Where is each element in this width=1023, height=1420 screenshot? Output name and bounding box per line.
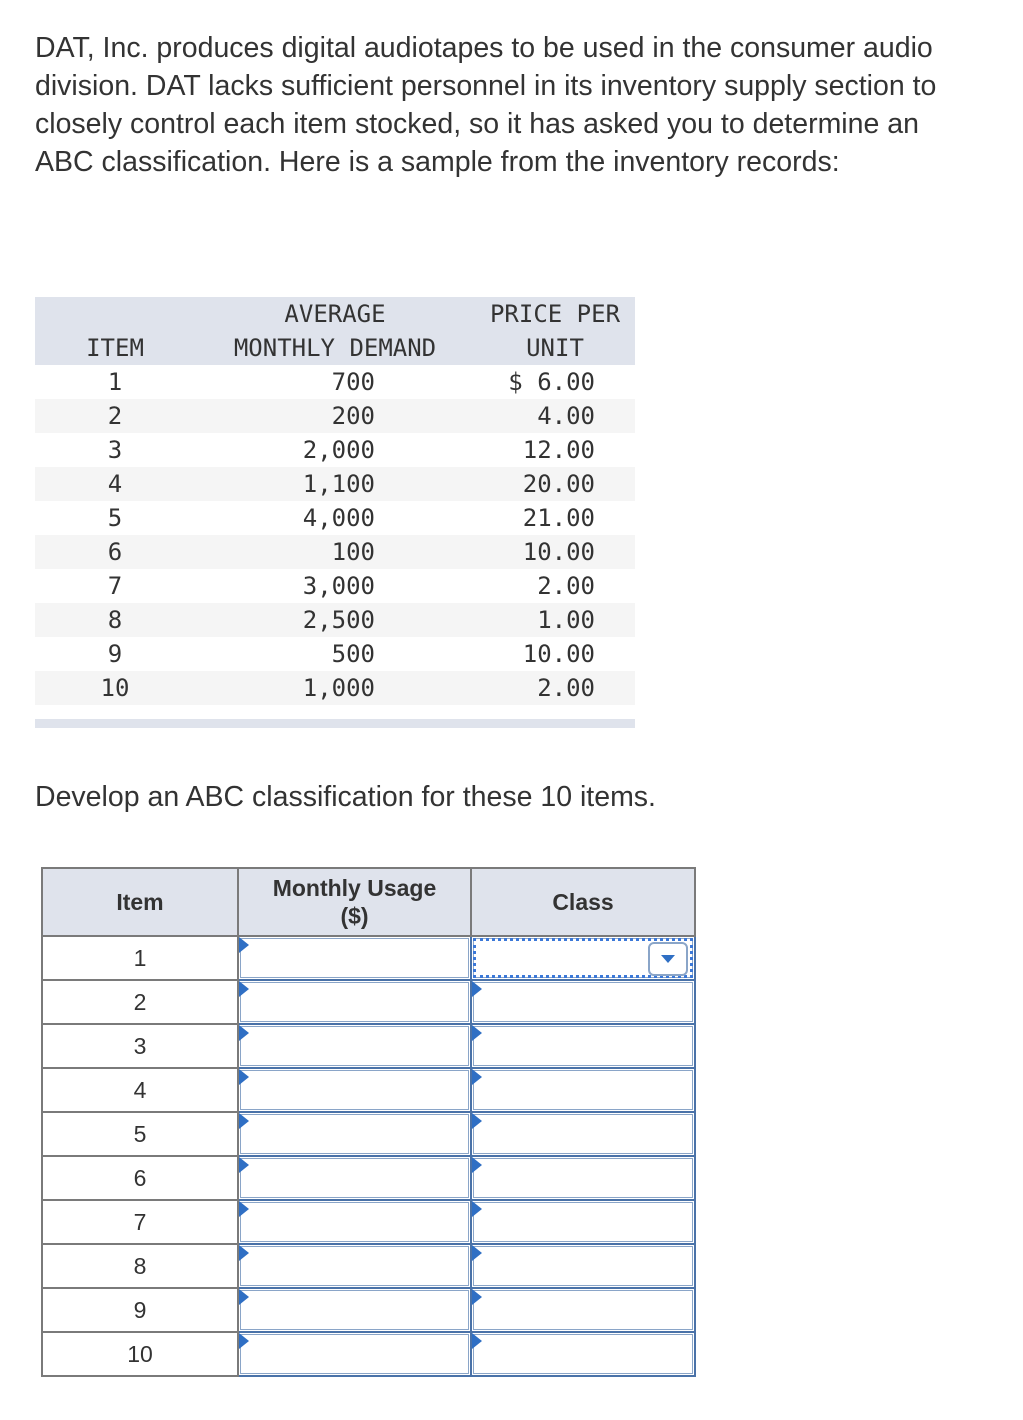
inventory-price-cell: 10.00 xyxy=(522,538,595,566)
answer-header-class: Class xyxy=(471,868,695,936)
input-marker-icon xyxy=(239,1069,249,1085)
inventory-row xyxy=(35,569,635,603)
inventory-item-cell: 9 xyxy=(107,640,123,668)
class-cell xyxy=(471,980,695,1024)
header-demand-line1: AVERAGE xyxy=(284,300,386,328)
task-prompt: Develop an ABC classification for these 10 items. xyxy=(35,781,656,813)
monthly-usage-input[interactable] xyxy=(240,1202,469,1242)
input-marker-icon xyxy=(472,1069,482,1085)
inventory-item-cell: 5 xyxy=(107,504,123,532)
class-cell xyxy=(471,936,695,980)
inventory-demand-cell: 700 xyxy=(331,368,375,396)
class-select[interactable] xyxy=(473,982,693,1022)
inventory-row xyxy=(35,433,635,467)
monthly-usage-input[interactable] xyxy=(240,1114,469,1154)
input-marker-icon xyxy=(472,1201,482,1217)
monthly-usage-cell xyxy=(238,1244,471,1288)
input-marker-icon xyxy=(239,1201,249,1217)
monthly-usage-input[interactable] xyxy=(240,1334,469,1374)
monthly-usage-cell xyxy=(238,980,471,1024)
header-price-line2: UNIT xyxy=(526,334,584,362)
answer-item-cell: 1 xyxy=(42,936,238,980)
answer-row xyxy=(42,1112,695,1156)
inventory-row xyxy=(35,365,635,399)
inventory-price-cell: 21.00 xyxy=(522,504,595,532)
inventory-row xyxy=(35,501,635,535)
inventory-price-cell: 10.00 xyxy=(522,640,595,668)
class-cell xyxy=(471,1112,695,1156)
answer-item-cell: 8 xyxy=(42,1244,238,1288)
answer-header-item: Item xyxy=(42,868,238,936)
input-marker-icon xyxy=(239,1157,249,1173)
class-cell xyxy=(471,1156,695,1200)
header-item: ITEM xyxy=(86,334,144,362)
answer-item-cell: 5 xyxy=(42,1112,238,1156)
class-cell xyxy=(471,1024,695,1068)
monthly-usage-input[interactable] xyxy=(240,1290,469,1330)
input-marker-icon xyxy=(472,981,482,997)
input-marker-icon xyxy=(239,1113,249,1129)
answer-item-cell: 6 xyxy=(42,1156,238,1200)
answer-item-cell: 7 xyxy=(42,1200,238,1244)
answer-row xyxy=(42,1156,695,1200)
input-marker-icon xyxy=(239,981,249,997)
inventory-price-cell: $ 6.00 xyxy=(508,368,595,396)
input-marker-icon xyxy=(239,1333,249,1349)
inventory-row xyxy=(35,535,635,569)
answer-item-cell: 4 xyxy=(42,1068,238,1112)
inventory-demand-cell: 2,000 xyxy=(302,436,375,464)
input-marker-icon xyxy=(239,1025,249,1041)
class-cell xyxy=(471,1332,695,1376)
monthly-usage-cell xyxy=(238,1288,471,1332)
monthly-usage-cell xyxy=(238,1068,471,1112)
monthly-usage-input[interactable] xyxy=(240,1070,469,1110)
answer-row xyxy=(42,1288,695,1332)
answer-header-usage xyxy=(238,868,471,936)
problem-intro-text: DAT, Inc. produces digital audiotapes to be used in the consumer audio division. DAT lacks sufficient personnel in its inventory supply section to closely control each item stocked, so it has asked you to determine an ABC classification. Here is a sample from the inventory records: xyxy=(35,32,937,178)
inventory-price-cell: 2.00 xyxy=(537,572,595,600)
class-select[interactable] xyxy=(473,1158,693,1198)
monthly-usage-cell xyxy=(238,1156,471,1200)
inventory-table xyxy=(35,297,635,728)
class-select[interactable] xyxy=(473,1202,693,1242)
monthly-usage-cell xyxy=(238,1332,471,1376)
input-marker-icon xyxy=(239,1245,249,1261)
inventory-demand-cell: 1,100 xyxy=(302,470,375,498)
answer-item-cell: 3 xyxy=(42,1024,238,1068)
answer-item-cell: 10 xyxy=(42,1332,238,1376)
class-select[interactable] xyxy=(473,1026,693,1066)
class-select[interactable] xyxy=(473,1114,693,1154)
input-marker-icon xyxy=(472,1289,482,1305)
inventory-price-cell: 20.00 xyxy=(522,470,595,498)
class-select[interactable] xyxy=(473,1070,693,1110)
monthly-usage-input[interactable] xyxy=(240,982,469,1022)
monthly-usage-input[interactable] xyxy=(240,1026,469,1066)
class-cell xyxy=(471,1244,695,1288)
inventory-price-cell: 4.00 xyxy=(537,402,595,430)
monthly-usage-input[interactable] xyxy=(240,1158,469,1198)
inventory-table-header xyxy=(35,297,635,365)
inventory-demand-cell: 1,000 xyxy=(302,674,375,702)
monthly-usage-cell xyxy=(238,1112,471,1156)
inventory-item-cell: 4 xyxy=(107,470,123,498)
monthly-usage-input[interactable] xyxy=(240,1246,469,1286)
input-marker-icon xyxy=(472,1025,482,1041)
class-cell xyxy=(471,1288,695,1332)
answer-row xyxy=(42,1332,695,1376)
inventory-row xyxy=(35,467,635,501)
inventory-item-cell: 7 xyxy=(107,572,123,600)
answer-header-usage-line2: ($) xyxy=(340,903,369,929)
inventory-demand-cell: 100 xyxy=(331,538,375,566)
class-select[interactable] xyxy=(473,1246,693,1286)
answer-item-cell: 2 xyxy=(42,980,238,1024)
dropdown-arrow-icon[interactable] xyxy=(648,942,688,976)
answer-header-usage-line1: Monthly Usage xyxy=(272,875,437,901)
inventory-demand-cell: 500 xyxy=(331,640,375,668)
inventory-price-cell: 1.00 xyxy=(537,606,595,634)
inventory-row xyxy=(35,603,635,637)
inventory-row xyxy=(35,637,635,671)
answer-row xyxy=(42,980,695,1024)
input-marker-icon xyxy=(472,1157,482,1173)
inventory-item-cell: 8 xyxy=(107,606,123,634)
header-price-line1: PRICE PER xyxy=(489,300,621,328)
answer-row xyxy=(42,1244,695,1288)
monthly-usage-cell xyxy=(238,1200,471,1244)
class-select[interactable] xyxy=(473,1290,693,1330)
inventory-price-cell: 12.00 xyxy=(522,436,595,464)
header-demand-line2: MONTHLY DEMAND xyxy=(233,334,437,362)
inventory-item-cell: 1 xyxy=(107,368,123,396)
monthly-usage-cell xyxy=(238,936,471,980)
inventory-row xyxy=(35,671,635,705)
inventory-demand-cell: 200 xyxy=(331,402,375,430)
answer-row xyxy=(42,936,695,980)
inventory-item-cell: 2 xyxy=(107,402,123,430)
inventory-item-cell: 6 xyxy=(107,538,123,566)
class-cell xyxy=(471,1200,695,1244)
answer-item-cell: 9 xyxy=(42,1288,238,1332)
input-marker-icon xyxy=(472,1333,482,1349)
answer-row xyxy=(42,1068,695,1112)
inventory-item-cell: 10 xyxy=(100,674,130,702)
class-select[interactable] xyxy=(473,1334,693,1374)
input-marker-icon xyxy=(239,937,249,953)
monthly-usage-cell xyxy=(238,1024,471,1068)
inventory-demand-cell: 4,000 xyxy=(302,504,375,532)
inventory-table-footer xyxy=(35,719,635,728)
inventory-item-cell: 3 xyxy=(107,436,123,464)
answer-row xyxy=(42,1024,695,1068)
class-cell xyxy=(471,1068,695,1112)
input-marker-icon xyxy=(239,1289,249,1305)
inventory-price-cell: 2.00 xyxy=(537,674,595,702)
inventory-demand-cell: 2,500 xyxy=(302,606,375,634)
inventory-row xyxy=(35,399,635,433)
monthly-usage-input[interactable] xyxy=(240,938,469,978)
answer-row xyxy=(42,1200,695,1244)
inventory-demand-cell: 3,000 xyxy=(302,572,375,600)
input-marker-icon xyxy=(472,1245,482,1261)
input-marker-icon xyxy=(472,1113,482,1129)
answer-table xyxy=(41,867,696,1377)
